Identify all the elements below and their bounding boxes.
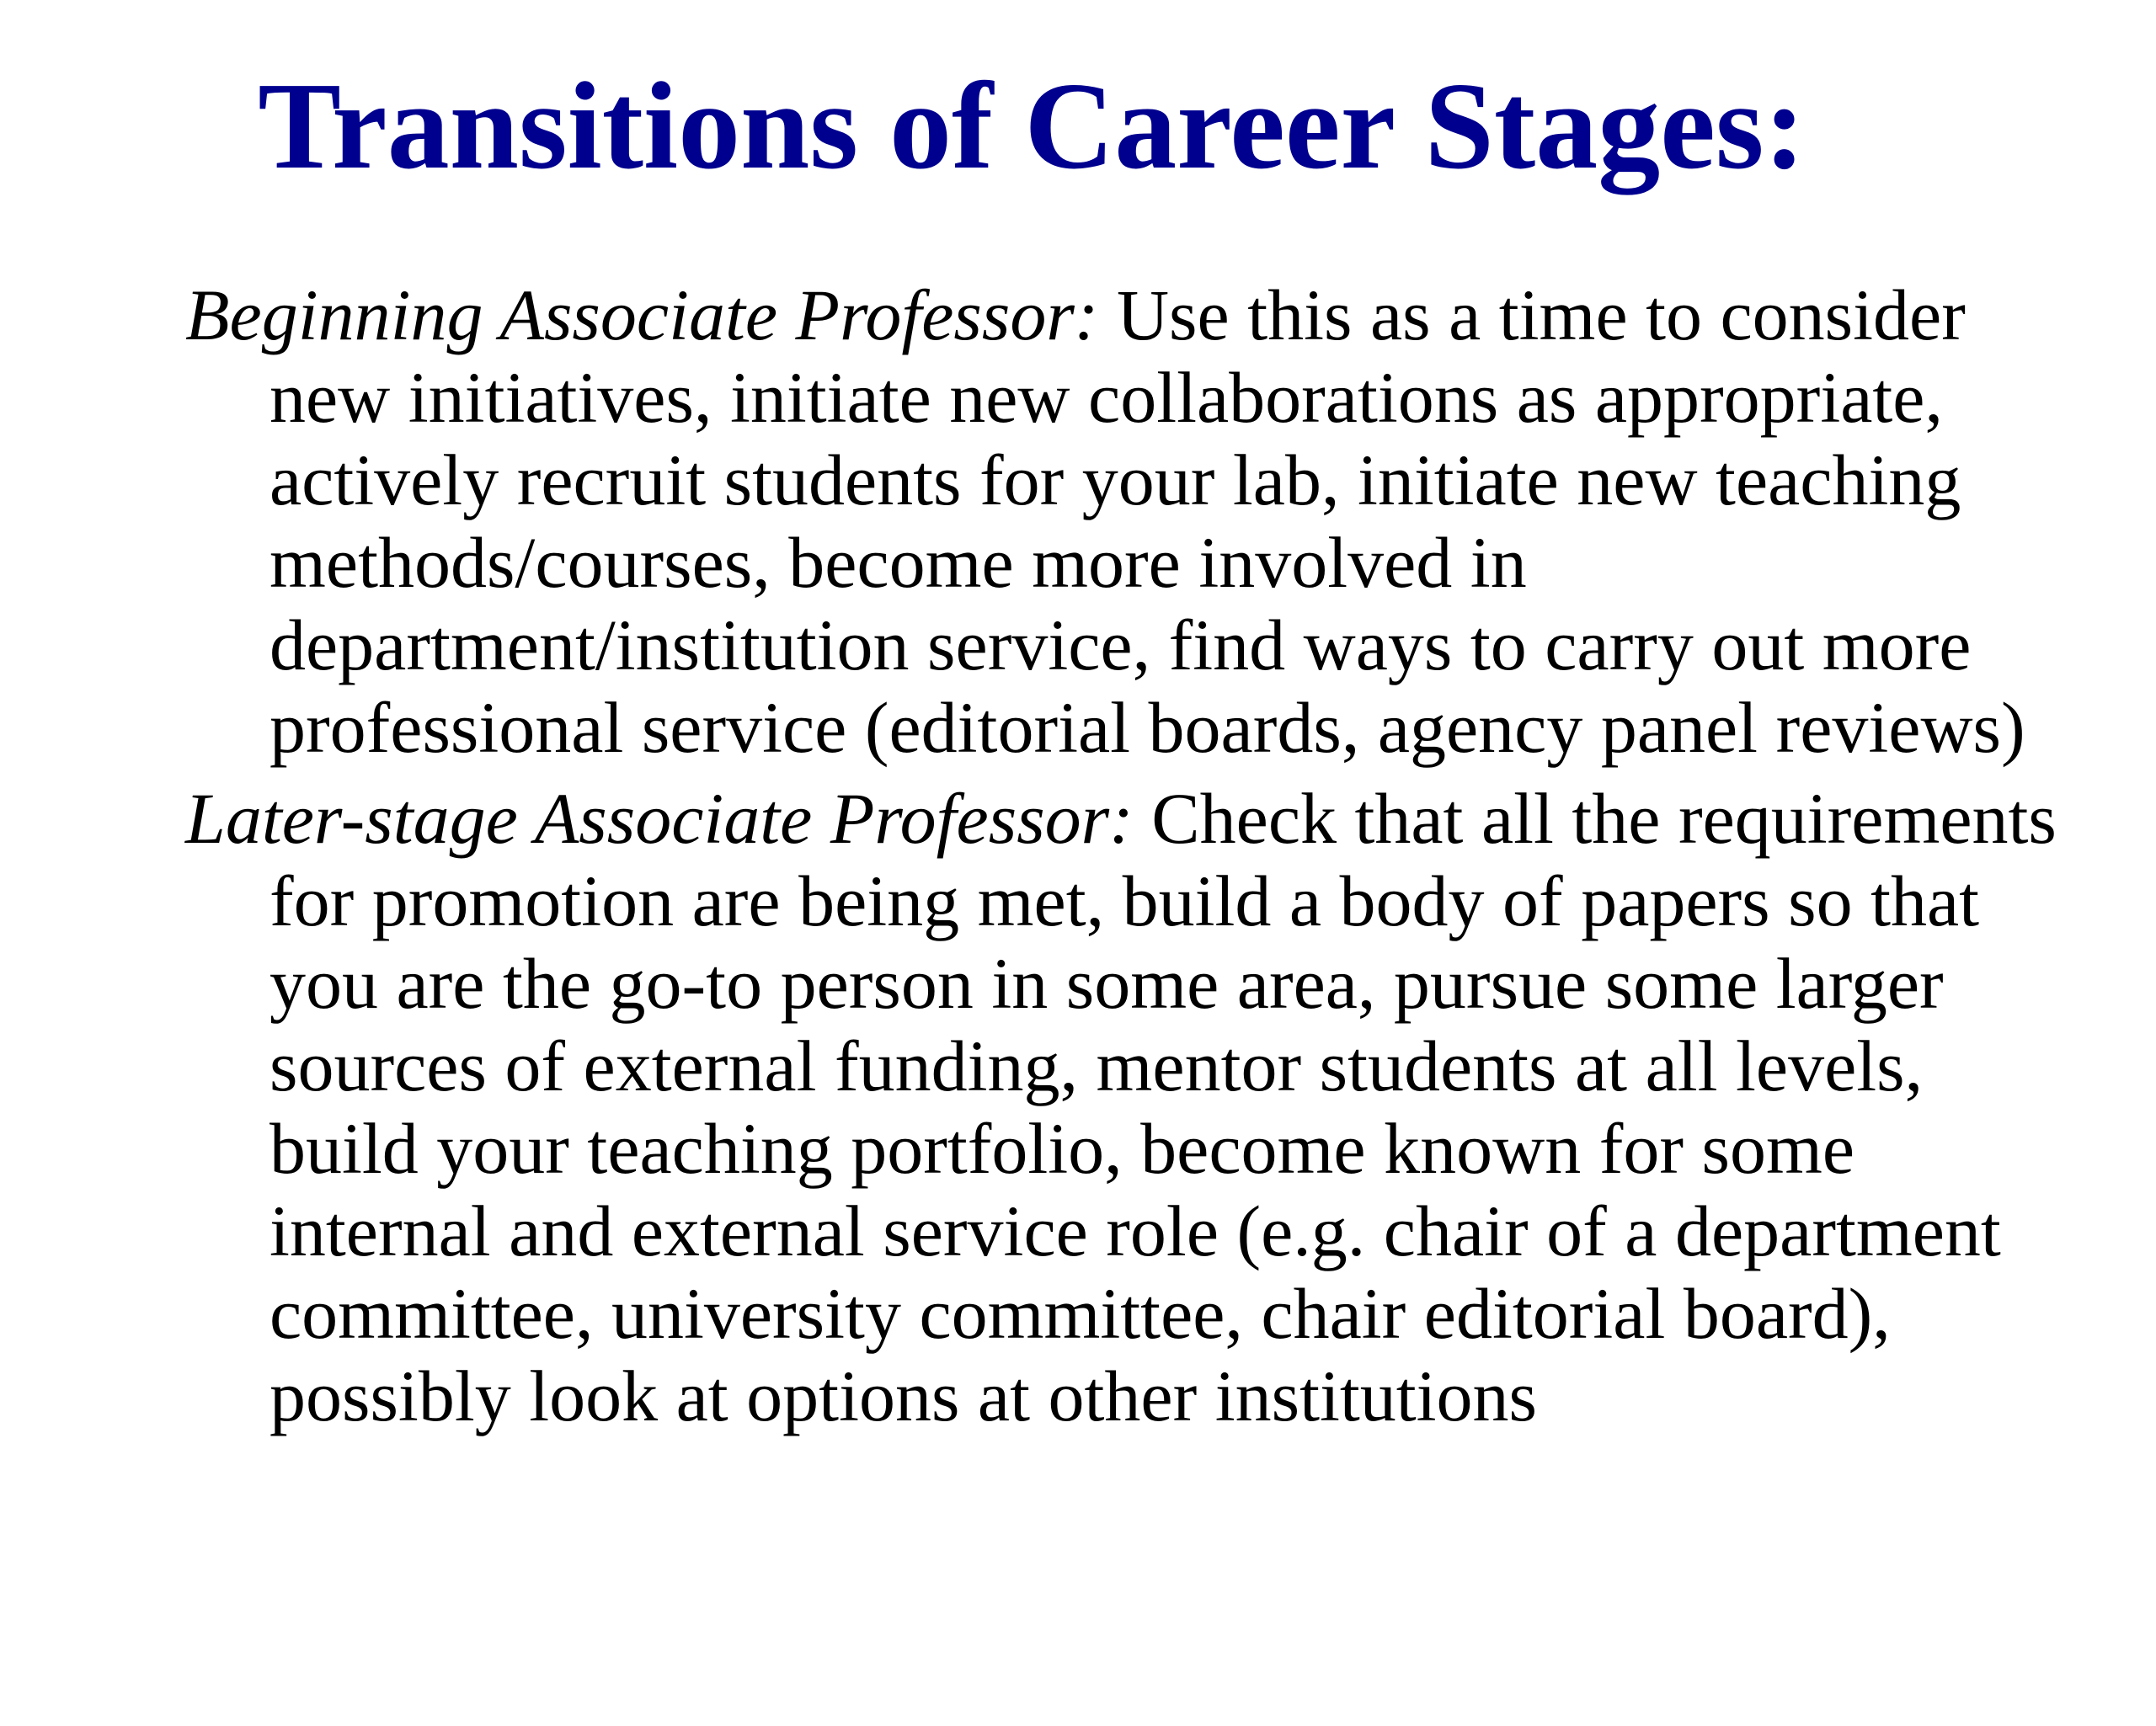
item-label: Beginning Associate Professor: [185, 274, 1099, 355]
list-item-beginning-associate-professor [185, 274, 2072, 769]
career-stage-list [185, 274, 2072, 1446]
list-item-later-stage-associate-professor [185, 777, 2072, 1437]
slide-title: Transitions of Career Stages: [258, 57, 1806, 195]
item-text: Use this as a time to consider new initiatives, initiate new collaborations as appropriate, actively recruit students for your lab, initiate new teaching methods/courses, become more involved in department/institution service, find ways to carry out more professional service (editorial boards, agency panel reviews) [270, 274, 2025, 768]
item-label: Later-stage Associate Professor: [185, 778, 1134, 859]
item-text: Check that all the requirements for promotion are being met, build a body of papers so that you are the go-to person in some area, pursue some larger sources of external funding, mentor students at all levels, build your teaching portfolio, become known for some internal and external service role (e.g. chair of a department committee, university committee, chair editorial board), possibly look at options at other institutions [270, 778, 2057, 1436]
